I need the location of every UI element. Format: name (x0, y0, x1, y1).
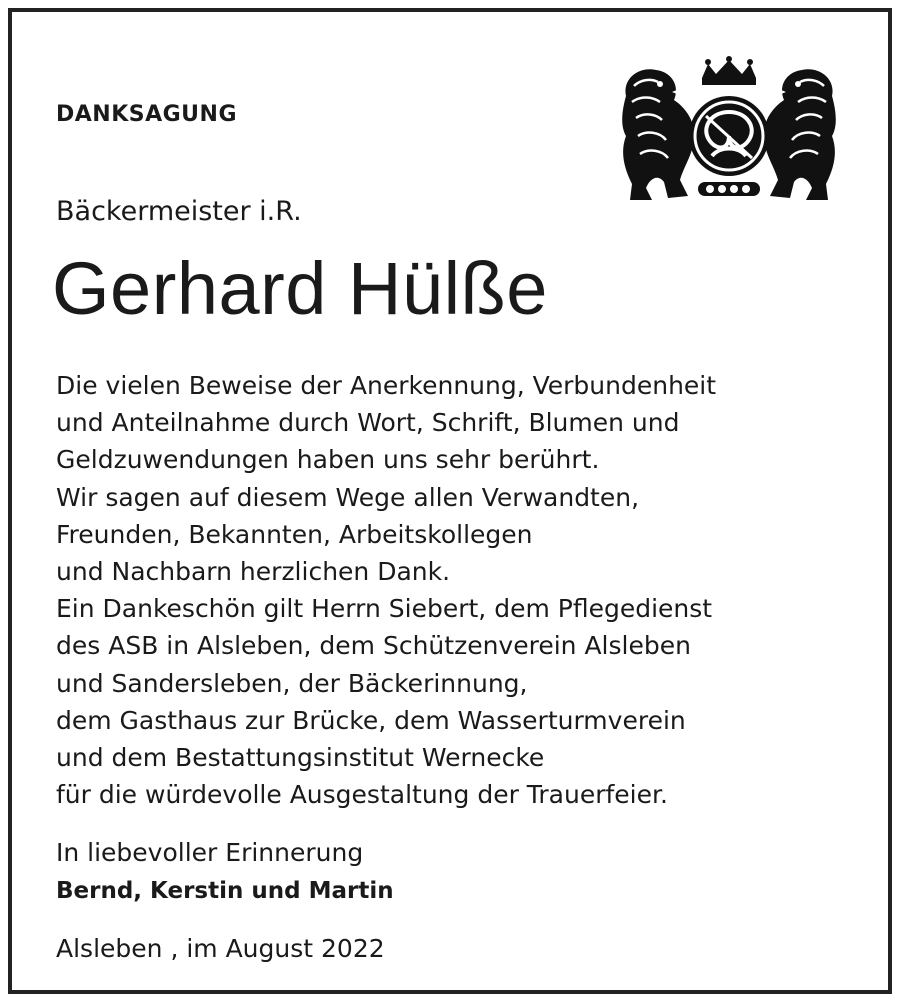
deceased-name: Gerhard Hülße (52, 247, 548, 330)
body-line: Die vielen Beweise der Anerkennung, Verbundenheit (56, 371, 717, 400)
body-line: Wir sagen auf diesem Wege allen Verwandten, (56, 482, 640, 512)
bakers-guild-coat-of-arms-icon (616, 56, 842, 204)
body-line: und dem Bestattungsinstitut Wernecke (56, 743, 545, 773)
body-line: Freunden, Bekannten, Arbeitskollegen (56, 519, 533, 549)
body-line: und Sandersleben, der Bäckerinnung, (56, 668, 528, 698)
body-line: Geldzuwendungen haben uns sehr berührt. (56, 445, 600, 475)
thank-you-text (56, 367, 716, 813)
body-line: und Nachbarn herzlichen Dank. (56, 557, 451, 587)
place-and-date: Alsleben , im August 2022 (56, 934, 385, 963)
body-line: und Anteilnahme durch Wort, Schrift, Blumen und (56, 408, 680, 438)
body-line: Ein Dankeschön gilt Herrn Siebert, dem Pflegedienst (56, 594, 713, 624)
body-line: für die würdevolle Ausgestaltung der Trauerfeier. (56, 780, 668, 810)
body-line: dem Gasthaus zur Brücke, dem Wasserturmverein (56, 705, 686, 735)
signers: Bernd, Kerstin und Martin (56, 878, 394, 904)
deceased-title: Bäckermeister i.R. (56, 196, 302, 227)
obituary-notice (8, 8, 892, 994)
notice-heading: DANKSAGUNG (56, 102, 238, 127)
body-line: des ASB in Alsleben, dem Schützenverein Alsleben (56, 631, 691, 661)
regards-line: In liebevoller Erinnerung (56, 838, 364, 867)
